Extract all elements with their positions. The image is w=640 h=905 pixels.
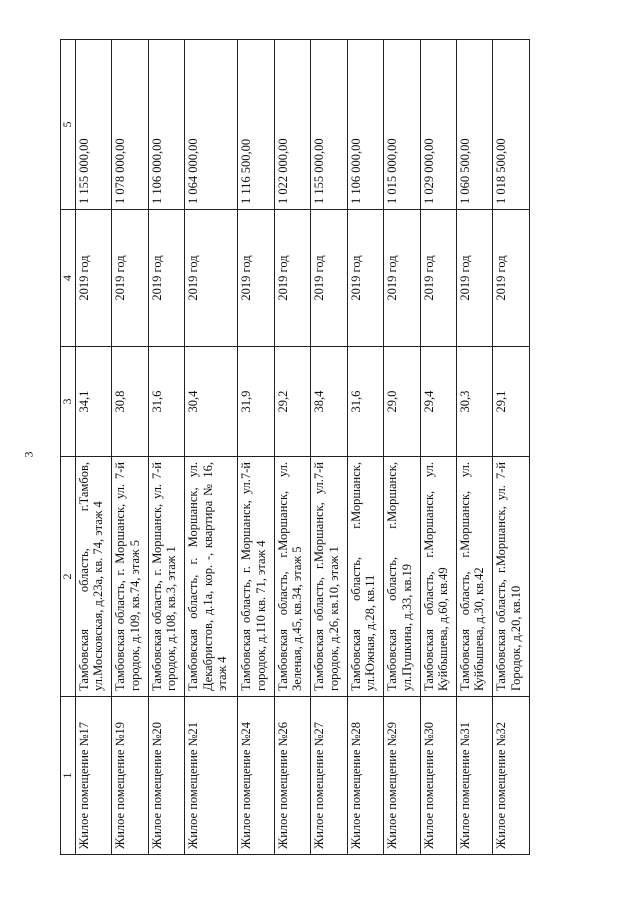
header-col-2: 2 [61, 457, 76, 697]
cell-year: 2019 год [493, 210, 530, 347]
cell-area: 34,1 [76, 347, 112, 457]
table-row [493, 40, 530, 855]
cell-area: 29,2 [274, 347, 310, 457]
cell-area: 30,4 [185, 347, 238, 457]
cell-name: Жилое помещение №27 [311, 697, 347, 855]
cell-name: Жилое помещение №17 [76, 697, 112, 855]
cell-area: 29,1 [493, 347, 530, 457]
table-row [112, 40, 148, 855]
cell-price: 1 106 000,00 [148, 40, 184, 210]
header-col-4: 4 [61, 210, 76, 347]
cell-address: Тамбовская область, г.Моршанск, ул.Пушкина, д.33, кв.19 [384, 457, 420, 697]
table-row [420, 40, 456, 855]
header-col-1: 1 [61, 697, 76, 855]
cell-year: 2019 год [311, 210, 347, 347]
cell-address: Тамбовская область, г. Моршанск, ул. 7-й городок, д.109, кв.74, этаж 5 [112, 457, 148, 697]
cell-name: Жилое помещение №19 [112, 697, 148, 855]
table-row [238, 40, 274, 855]
cell-name: Жилое помещение №31 [457, 697, 493, 855]
cell-price: 1 064 000,00 [185, 40, 238, 210]
cell-area: 38,4 [311, 347, 347, 457]
table-row [347, 40, 383, 855]
table-row [185, 40, 238, 855]
cell-address: Тамбовская область, г. Моршанск, ул. 7-й городок, д.108, кв.3, этаж 1 [148, 457, 184, 697]
property-table-container [60, 40, 530, 855]
table-row [274, 40, 310, 855]
header-col-3: 3 [61, 347, 76, 457]
cell-name: Жилое помещение №28 [347, 697, 383, 855]
cell-address: Тамбовская область, г.Тамбов, ул.Московская, д.23а, кв. 74, этаж 4 [76, 457, 112, 697]
cell-name: Жилое помещение №20 [148, 697, 184, 855]
cell-price: 1 155 000,00 [311, 40, 347, 210]
cell-year: 2019 год [420, 210, 456, 347]
cell-address: Тамбовская область, г. Моршанск, ул.7-й городок, д.110 кв. 71, этаж 4 [238, 457, 274, 697]
cell-year: 2019 год [347, 210, 383, 347]
cell-price: 1 022 000,00 [274, 40, 310, 210]
cell-name: Жилое помещение №32 [493, 697, 530, 855]
cell-name: Жилое помещение №26 [274, 697, 310, 855]
cell-year: 2019 год [238, 210, 274, 347]
cell-year: 2019 год [148, 210, 184, 347]
cell-year: 2019 год [457, 210, 493, 347]
cell-area: 30,8 [112, 347, 148, 457]
cell-price: 1 116 500,00 [238, 40, 274, 210]
cell-name: Жилое помещение №29 [384, 697, 420, 855]
cell-area: 30,3 [457, 347, 493, 457]
cell-price: 1 078 000,00 [112, 40, 148, 210]
cell-price: 1 106 000,00 [347, 40, 383, 210]
cell-address: Тамбовская область, г.Моршанск, ул.7-й городок, д.26, кв.10, этаж 1 [311, 457, 347, 697]
cell-year: 2019 год [76, 210, 112, 347]
cell-year: 2019 год [274, 210, 310, 347]
cell-price: 1 018 500,00 [493, 40, 530, 210]
cell-address: Тамбовская область, г. Моршанск, ул. Декабристов, д.1а, кор. -, квартира № 16, этаж 4 [185, 457, 238, 697]
table-row [148, 40, 184, 855]
cell-price: 1 060 500,00 [457, 40, 493, 210]
table-row [76, 40, 112, 855]
cell-year: 2019 год [112, 210, 148, 347]
cell-name: Жилое помещение №24 [238, 697, 274, 855]
cell-area: 31,9 [238, 347, 274, 457]
cell-year: 2019 год [384, 210, 420, 347]
page-number: 3 [21, 451, 36, 458]
cell-address: Тамбовская область, г.Моршанск, ул. Куйбышева, д.30, кв.42 [457, 457, 493, 697]
table-row [457, 40, 493, 855]
cell-area: 31,6 [148, 347, 184, 457]
header-col-5: 5 [61, 40, 76, 210]
cell-price: 1 029 000,00 [420, 40, 456, 210]
table-row [311, 40, 347, 855]
cell-price: 1 155 000,00 [76, 40, 112, 210]
cell-address: Тамбовская область, г.Моршанск, ул.Южная, д.28, кв.11 [347, 457, 383, 697]
cell-price: 1 015 000,00 [384, 40, 420, 210]
table-header-row [61, 40, 76, 855]
cell-address: Тамбовская область, г.Моршанск, ул. Куйбышева, д.60, кв.49 [420, 457, 456, 697]
cell-area: 29,4 [420, 347, 456, 457]
cell-address: Тамбовская область, г.Моршанск, ул. 7-й Городок, д.20, кв.10 [493, 457, 530, 697]
cell-name: Жилое помещение №30 [420, 697, 456, 855]
cell-name: Жилое помещение №21 [185, 697, 238, 855]
cell-year: 2019 год [185, 210, 238, 347]
property-table [60, 39, 530, 855]
cell-area: 29,0 [384, 347, 420, 457]
cell-area: 31,6 [347, 347, 383, 457]
table-row [384, 40, 420, 855]
cell-address: Тамбовская область, г.Моршанск, ул. Зеленая, д.45, кв.34, этаж 5 [274, 457, 310, 697]
